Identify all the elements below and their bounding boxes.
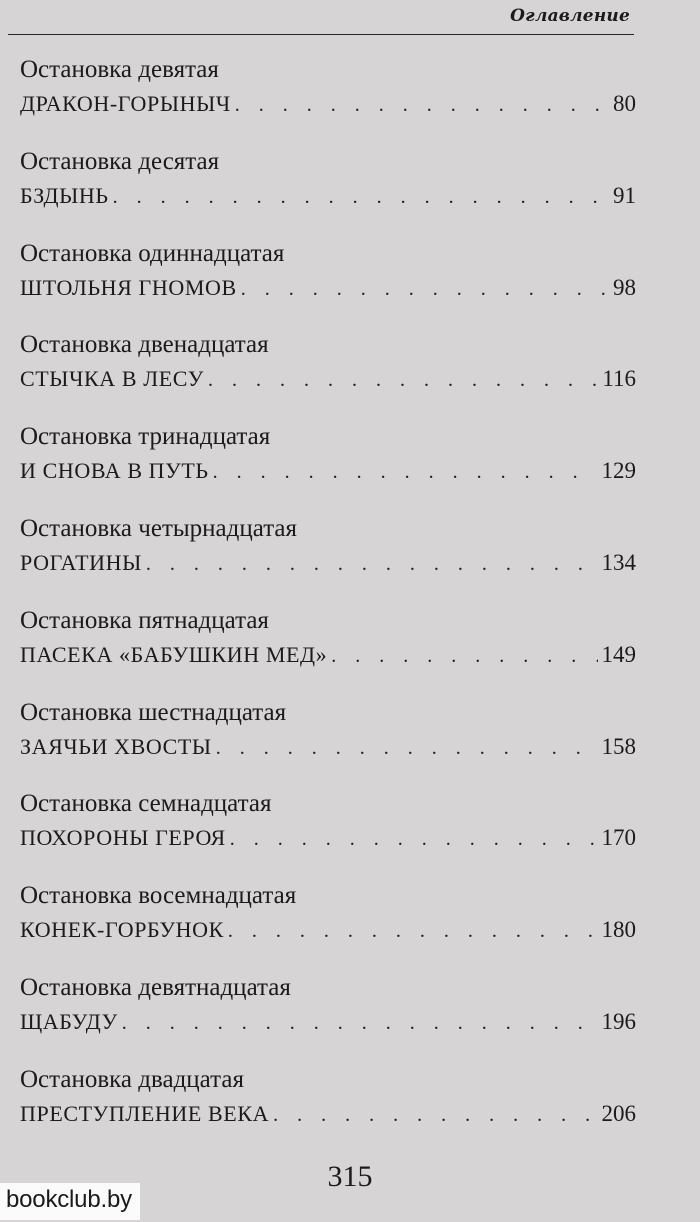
toc-entry <box>20 140 636 232</box>
toc-stop-label: Остановка одиннадцатая <box>20 239 285 267</box>
toc-entry <box>20 232 636 324</box>
dot-leader <box>216 737 598 760</box>
toc-page-number: 158 <box>601 733 636 759</box>
toc-title-row <box>20 183 636 209</box>
toc-title-row <box>20 642 636 668</box>
toc-page-number: 129 <box>601 458 636 484</box>
toc-page-number: 170 <box>601 825 636 851</box>
toc-title-row <box>20 917 636 943</box>
toc-page-number: 98 <box>613 274 636 300</box>
toc-entry <box>20 415 636 507</box>
toc-title-row <box>20 91 636 117</box>
watermark-logo: bookclub.by <box>0 1183 140 1220</box>
toc-entry <box>20 782 636 874</box>
toc-title-row <box>20 275 636 301</box>
running-head: Оглавление <box>510 6 630 26</box>
toc-title-row <box>20 1101 636 1127</box>
toc-stop-label: Остановка девятая <box>20 56 219 83</box>
page-number: 315 <box>327 1160 373 1193</box>
dot-leader <box>241 278 609 301</box>
toc-stop-label: Остановка девятнадцатая <box>20 973 291 1001</box>
toc-page-number: 116 <box>602 366 636 392</box>
toc-chapter-title: ПАСЕКА «БАБУШКИН МЕД» <box>20 641 328 667</box>
toc-title-row <box>20 825 636 851</box>
toc-entry <box>20 874 636 966</box>
toc-stop-label: Остановка шестнадцатая <box>20 698 287 726</box>
header-rule <box>8 34 634 35</box>
toc-entry <box>20 48 636 140</box>
toc-stop-label: Остановка тринадцатая <box>20 423 271 451</box>
toc-stop-label: Остановка десятая <box>20 147 220 175</box>
toc-chapter-title: ПОХОРОНЫ ГЕРОЯ <box>20 825 226 851</box>
toc-entry <box>20 507 636 599</box>
toc-page-number: 134 <box>601 549 636 575</box>
toc-title-row <box>20 458 636 484</box>
toc-page-number: 180 <box>601 917 636 943</box>
toc-title-row <box>20 734 636 760</box>
toc-stop-label: Остановка семнадцатая <box>20 790 272 818</box>
toc-entry <box>20 691 636 783</box>
toc-chapter-title: СТЫЧКА В ЛЕСУ <box>20 366 204 392</box>
toc-stop-label: Остановка двадцатая <box>20 1065 244 1093</box>
dot-leader <box>235 94 609 117</box>
toc-title-row <box>20 1009 636 1035</box>
toc-stop-label: Остановка двенадцатая <box>20 331 269 359</box>
toc-title-row <box>20 550 636 576</box>
toc-entry <box>20 599 636 691</box>
dot-leader <box>228 920 598 943</box>
toc-chapter-title: ЩАБУДУ <box>20 1008 118 1034</box>
dot-leader <box>230 828 598 851</box>
toc-chapter-title: ЗАЯЧЬИ ХВОСТЫ <box>20 733 212 759</box>
dot-leader <box>331 645 597 668</box>
toc-chapter-title: КОНЕК-ГОРБУНОК <box>20 917 224 943</box>
dot-leader <box>213 461 598 484</box>
toc-page-number: 80 <box>613 91 636 116</box>
toc-page-number: 206 <box>601 1100 636 1126</box>
dot-leader <box>113 186 609 209</box>
dot-leader <box>273 1104 597 1127</box>
dot-leader <box>146 553 598 576</box>
toc-chapter-title: И СНОВА В ПУТЬ <box>20 458 209 484</box>
toc-page-number: 149 <box>601 641 636 667</box>
toc-stop-label: Остановка четырнадцатая <box>20 514 298 542</box>
toc-entry <box>20 1058 636 1150</box>
toc-chapter-title: ПРЕСТУПЛЕНИЕ ВЕКА <box>20 1100 270 1126</box>
toc-chapter-title: БЗДЫНЬ <box>20 182 109 208</box>
toc-chapter-title: ШТОЛЬНЯ ГНОМОВ <box>20 274 237 300</box>
toc-title-row <box>20 366 636 392</box>
toc-entry <box>20 323 636 415</box>
toc-chapter-title: ДРАКОН-ГОРЫНЫЧ <box>20 91 231 116</box>
dot-leader <box>122 1012 598 1035</box>
toc-stop-label: Остановка пятнадцатая <box>20 606 269 634</box>
toc-chapter-title: РОГАТИНЫ <box>20 549 142 575</box>
dot-leader <box>208 369 598 392</box>
toc-entry <box>20 966 636 1058</box>
toc-stop-label: Остановка восемнадцатая <box>20 882 297 910</box>
toc-page-number: 91 <box>613 182 636 208</box>
toc-page-number: 196 <box>601 1008 636 1034</box>
table-of-contents <box>20 48 636 1150</box>
